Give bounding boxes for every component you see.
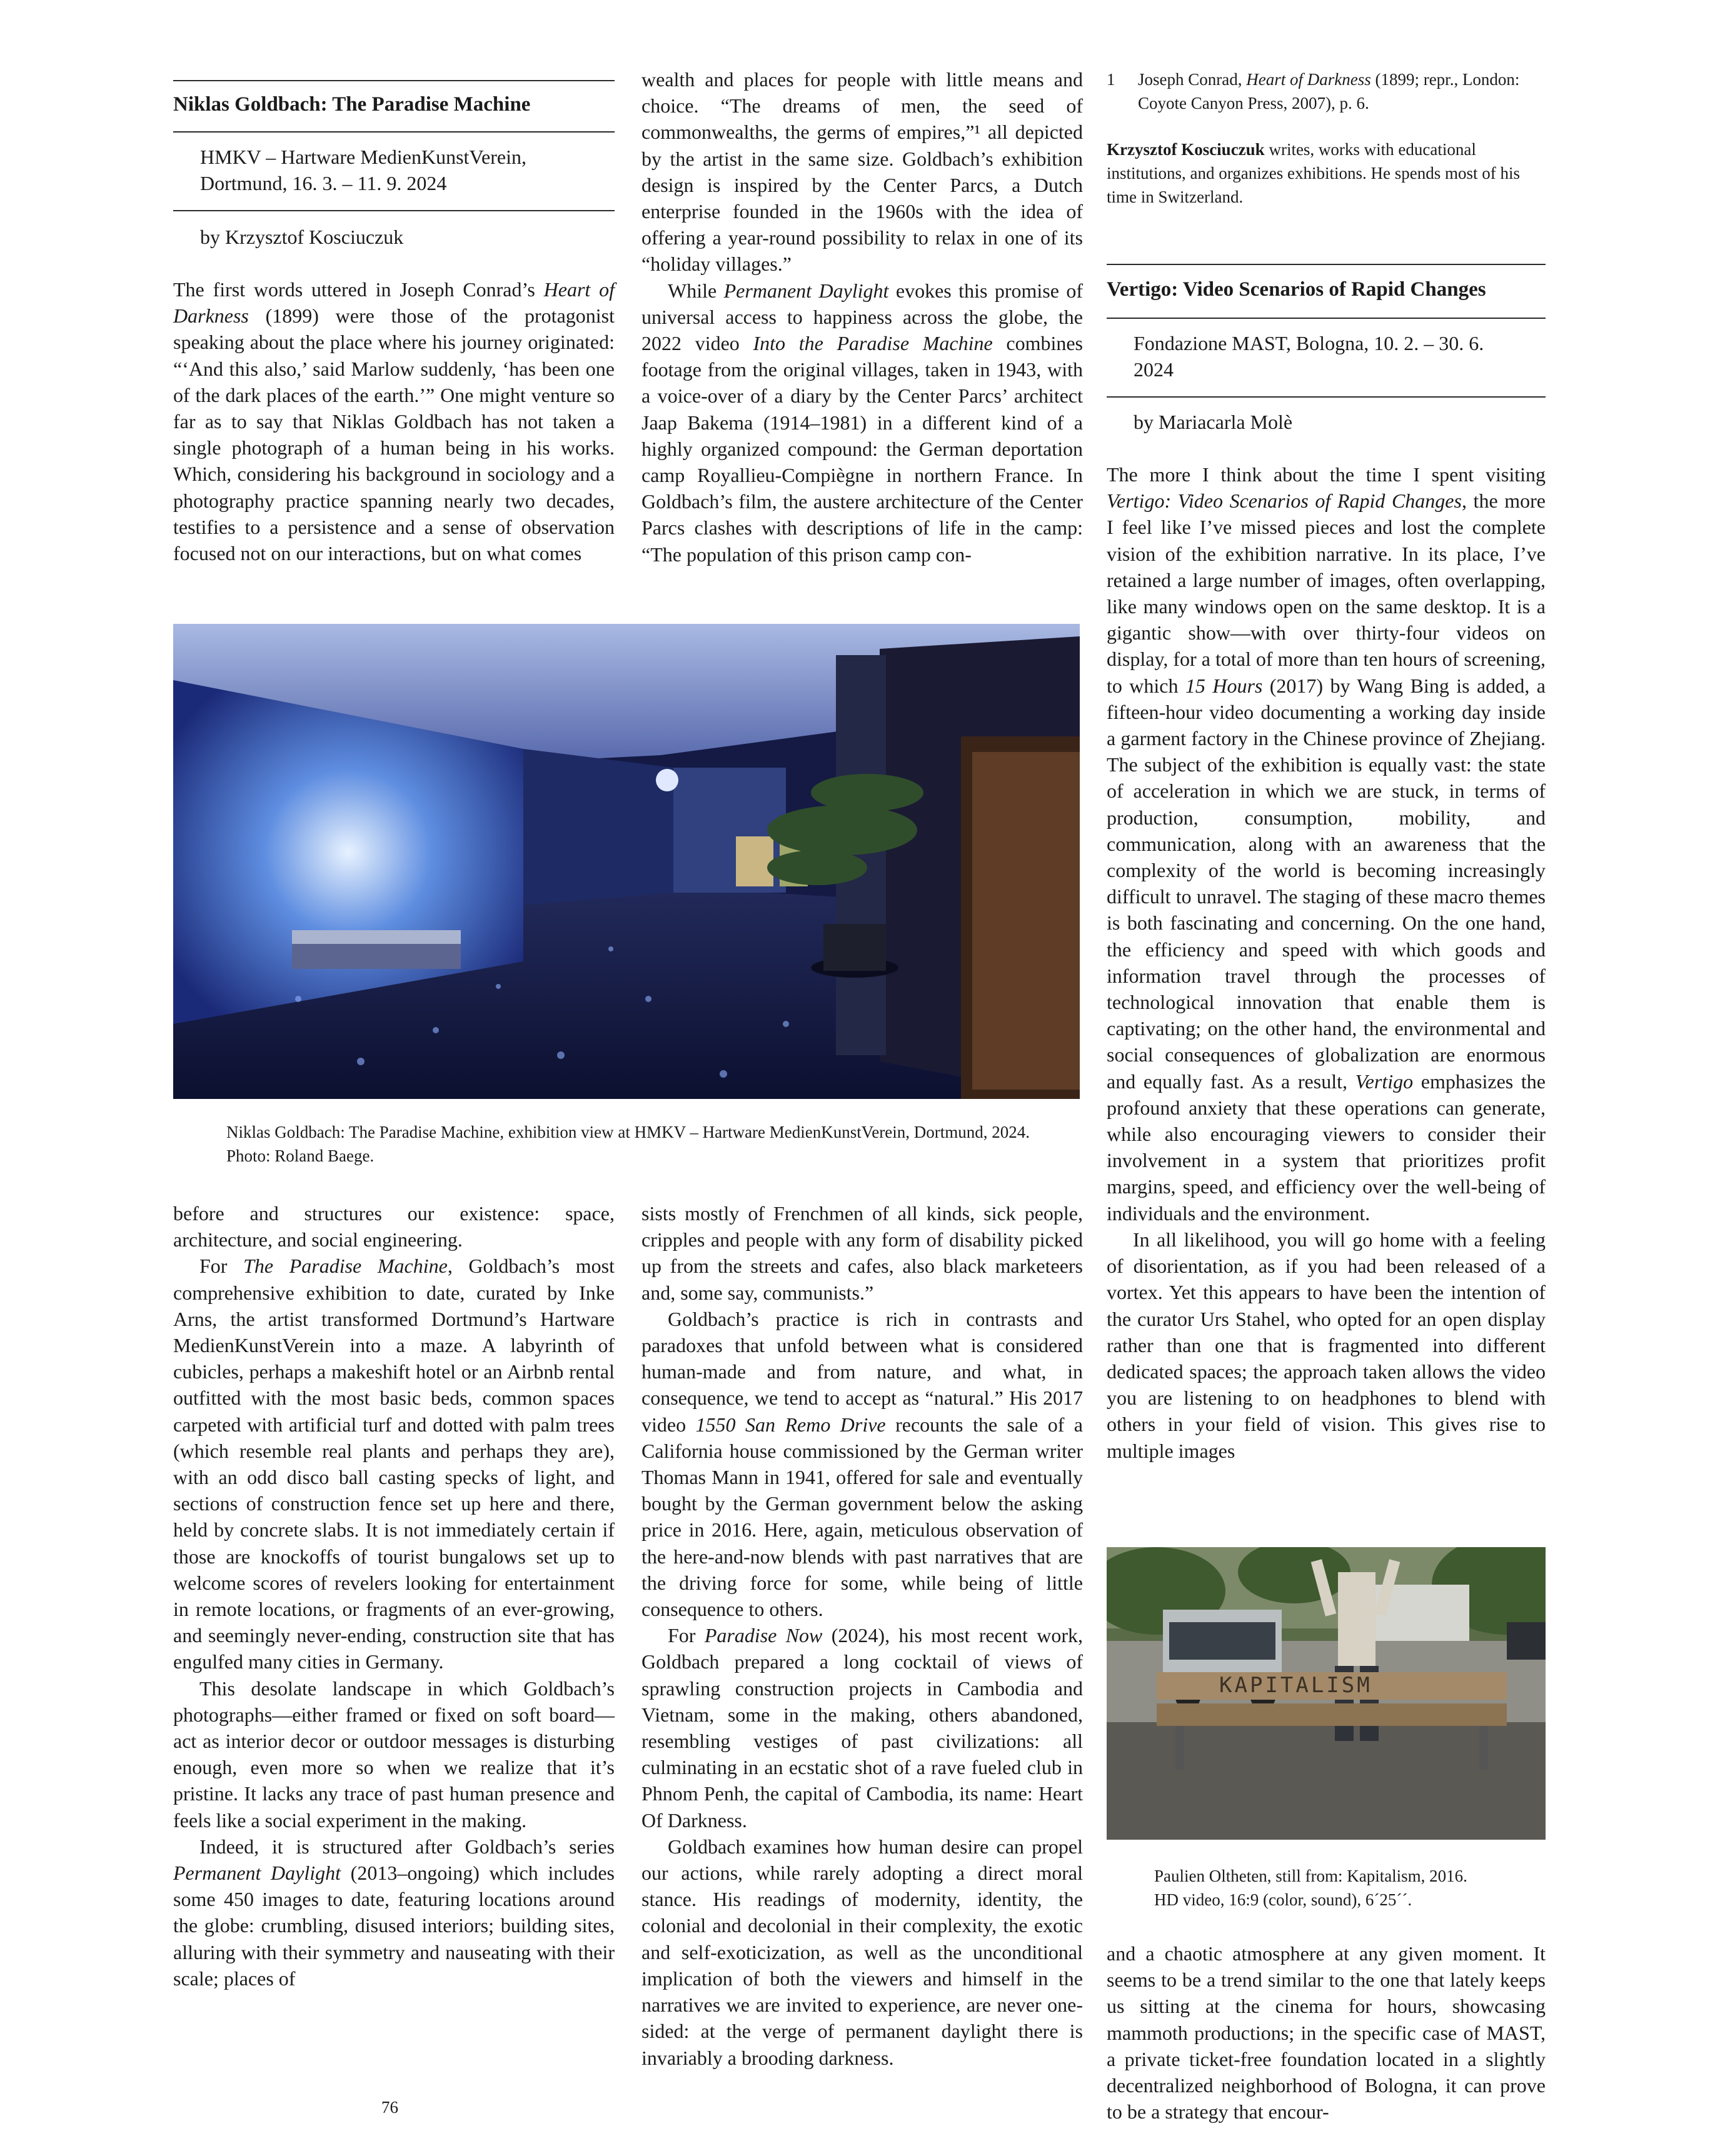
paragraph: before and structures our existence: space, architecture, and social engineering.: [173, 1202, 615, 1251]
column-1-bottom-text: [173, 1200, 615, 1992]
footnote-text: (1899; repr., London: Coyote Canyon Press, 2007), p. 6.: [1138, 70, 1520, 113]
venue-line: HMKV – Hartware MedienKunstVerein,: [200, 146, 526, 168]
rule: [173, 80, 615, 81]
rule: [173, 131, 615, 133]
paragraph: Indeed, it is structured after Goldbach’s series Permanent Daylight (2013–ongoing) which includes some 450 images to date, featuring locations around the globe: crumbling, disused interiors; building sites, alluring with their symmetry and nauseating with their scale; places of: [173, 1835, 615, 1990]
footnote: [1107, 68, 1538, 115]
kapitalism-still-image: [1107, 1547, 1546, 1840]
italic-title: Permanent Daylight: [173, 1862, 341, 1885]
paragraph: Goldbach examines how human desire can propel our actions, while rarely adopting a direct moral stance. His readings of modernity, identity, the colonial and decolonial in their complexity, the exotic and self-exoticization, as well as the unconditional implication of both the viewers and himself in the narratives we are invited to experience, are never one-sided: at the verge of permanent daylight there is invariably a brooding darkness.: [641, 1835, 1083, 2069]
italic-title: Permanent Daylight: [723, 279, 889, 302]
footnote-title: Heart of Darkness: [1246, 70, 1371, 89]
paragraph: Goldbach’s practice is rich in contrasts and paradoxes that unfold between what is considered human-made and from nature, and what, in consequence, we tend to accept as “natural.” His 2017 video 1550 San Remo Drive recounts the sale of a California house commissioned by the German writer Thomas Mann in 1941, offered for sale and eventually bought by the German government below the asking price in 2016. Here, again, meticulous observation of the here-and-now blends with past narratives that are the driving force for some, while being of little consequence to others.: [641, 1307, 1083, 1621]
italic-title: Vertigo: Video Scenarios of Rapid Changes: [1107, 489, 1462, 513]
paragraph: For The Paradise Machine, Goldbach’s most comprehensive exhibition to date, curated by Inke Arns, the artist transformed Dortmund’s Hartware MedienKunstVerein into a maze. A labyrinth of cubicles, perhaps a makeshift hotel or an Airbnb rental outfitted with the most basic beds, common spaces carpeted with artificial turf and dotted with palm trees (which resemble real plants and perhaps they are), with an odd disco ball casting specks of light, and sections of construction fence set up here and there, held by concrete slabs. It is not immediately certain if those are knockoffs of tourist bungalows set up to welcome scores of revelers looking for entertainment in remote locations, or fragments of an ever-growing, and seemingly never-ending, construction site that has engulfed many cities in Germany.: [173, 1255, 615, 1673]
footnote-number: 1: [1107, 70, 1115, 89]
byline: by Krzysztof Kosciuczuk: [200, 226, 404, 248]
italic-title: Vertigo: [1355, 1070, 1414, 1093]
rule: [173, 210, 615, 211]
rule: [1107, 396, 1546, 398]
italic-title: 15 Hours: [1185, 674, 1263, 697]
author-name: Krzysztof Kosciuczuk: [1107, 140, 1265, 159]
column-3-bottom-text: [1107, 1940, 1546, 2125]
caption-line: HD video, 16:9 (color, sound), 6´25´´.: [1154, 1890, 1412, 1909]
italic-title: 1550 San Remo Drive: [695, 1413, 886, 1436]
page-number: 76: [381, 2098, 398, 2117]
italic-title: The Paradise Machine: [243, 1255, 448, 1278]
paragraph: The more I think about the time I spent visiting Vertigo: Video Scenarios of Rapid Changes, the more I feel like I’ve missed pieces and lost the complete vision of the exhibition narrative. In its place, I’ve retained a large number of images, often overlapping, like many windows open on the same desktop. It is a gigantic show—with over thirty-four videos on display, for a total of more than ten hours of screening, to which 15 Hours (2017) by Wang Bing is added, a fifteen-hour video documenting a working day inside a garment factory in the Chinese province of Zhejiang. The subject of the exhibition is equally vast: the state of acceleration in which we are stuck, in terms of production, consumption, mobility, and communication, along with an awareness that the complexity of the world is becoming increasingly difficult to unravel. The staging of these macro themes is both fascinating and concerning. On the one hand, the efficiency and speed with which goods and information travel through the processes of technological innovation that enable them is captivating; on the other hand, the environmental and social consequences of globalization are enormous and equally fast. As a result, Vertigo emphasizes the profound anxiety that these operations can generate, while also encouraging viewers to consider their involvement in a system that prioritizes profit margins, speed, and efficiency over the well-being of individuals and the environment.: [1107, 463, 1546, 1225]
italic-title: Paradise Now: [704, 1624, 823, 1647]
kapitalism-still-photo: [1107, 1547, 1546, 1840]
review-title: Vertigo: Video Scenarios of Rapid Changes: [1107, 278, 1486, 301]
footnote-text: Joseph Conrad,: [1138, 70, 1247, 89]
byline: by Mariacarla Molè: [1134, 411, 1293, 433]
review-title: Niklas Goldbach: The Paradise Machine: [173, 93, 531, 116]
paragraph: In all likelihood, you will go home with a feeling of disorientation, as if you had been released of a vortex. Yet this appears to have been the intention of the curator Urs Stahel, who opted for an open display rather than one that is fragmented into different dedicated spaces; the approach taken allows the video you are listening to on headphones to blend with others in your field of vision. This gives rise to multiple images: [1107, 1228, 1546, 1462]
column-1-top-text: [173, 276, 615, 566]
paragraph: This desolate landscape in which Goldbach’s photographs—either framed or fixed on soft board—act as interior decor or outdoor messages is disturbing enough, even more so when we realize that it’s pristine. It lacks any trace of past human presence and feels like a social experiment in the making.: [173, 1677, 615, 1832]
bench-text: KAPITALISM: [1219, 1673, 1372, 1698]
venue-line: Fondazione MAST, Bologna, 10. 2. – 30. 6.: [1134, 332, 1484, 354]
rule: [1107, 318, 1546, 319]
paragraph: wealth and places for people with little means and choice. “The dreams of men, the seed of commonwealths, the germs of empires,”¹ all depicted by the artist in the same size. Goldbach’s exhibition design is inspired by the Center Parcs, a Dutch enterprise founded in the 1960s with the idea of offering a year-round possibility to relax in one of its “holiday villages.”: [641, 68, 1083, 276]
author-bio-text: writes, works with educational institutions, and organizes exhibitions. He spends most of his time in Switzerland.: [1107, 140, 1520, 206]
paragraph: and a chaotic atmosphere at any given moment. It seems to be a trend similar to the one that lately keeps us sitting at the cinema for hours, showcasing mammoth productions; in the specific case of MAST, a private ticket-free foundation located in a slightly decentralized neighborhood of Bologna, it can prove to be a strategy that encour-: [1107, 1942, 1546, 2123]
paragraph: The first words uttered in Joseph Conrad’s Heart of Darkness (1899) were those of the protagonist speaking about the place where his journey originated: “‘And this also,’ said Marlow suddenly, ‘has been one of the dark places of the earth.’” One might venture so far as to say that Niklas Goldbach has not taken a single photograph of a human being in his works. Which, considering his background in sociology and a photography practice spanning nearly two decades, testifies to a persistence and a sense of observation focused not on our interactions, but on what comes: [173, 278, 615, 565]
italic-title: Into the Paradise Machine: [753, 332, 993, 355]
figure-caption: Niklas Goldbach: The Paradise Machine, exhibition view at HMKV – Hartware MedienKunstVerein, Dortmund, 2024. Photo: Roland Baege.: [226, 1123, 1030, 1165]
venue-dates: 2024: [1134, 358, 1174, 381]
figure-caption: [1154, 1864, 1542, 1912]
venue-dates: Dortmund, 16. 3. – 11. 9. 2024: [200, 172, 447, 194]
italic-title: Heart of Darkness: [173, 278, 615, 328]
paragraph: For Paradise Now (2024), his most recent work, Goldbach prepared a long cocktail of views of sprawling construction projects in Cambodia and Vietnam, some in the making, others abandoned, resembling vestiges of past civilizations: all culminating in an ecstatic shot of a rave fueled club in Phnom Penh, the capital of Cambodia, its name: Heart Of Darkness.: [641, 1624, 1084, 1832]
column-3-top-text: [1107, 461, 1546, 1464]
paragraph: While Permanent Daylight evokes this promise of universal access to happiness across the globe, the 2022 video Into the Paradise Machine combines footage from the original villages, taken in 1943, with a voice-over of a diary by the Center Parcs’ architect Jaap Bakema (1914–1981) in a different kind of a highly organized compound: the German deportation camp Royallieu-Compiègne in northern France. In Goldbach’s film, the austere architecture of the Center Parcs clashes with descriptions of life in the camp: “The population of this prison camp con-: [641, 279, 1084, 566]
column-2-bottom-text: [641, 1200, 1083, 2071]
caption-line: Paulien Oltheten, still from: Kapitalism, 2016.: [1154, 1867, 1467, 1885]
author-bio: [1107, 138, 1538, 209]
exhibition-view-image: [173, 624, 1080, 1099]
rule: [1107, 264, 1546, 265]
column-2-top-text: [641, 66, 1083, 568]
exhibition-view-photo: [173, 624, 1080, 1099]
paragraph: sists mostly of Frenchmen of all kinds, sick people, cripples and people with any form of disability picked up from the streets and cafes, also black marketeers and, some say, communists.”: [641, 1202, 1083, 1304]
